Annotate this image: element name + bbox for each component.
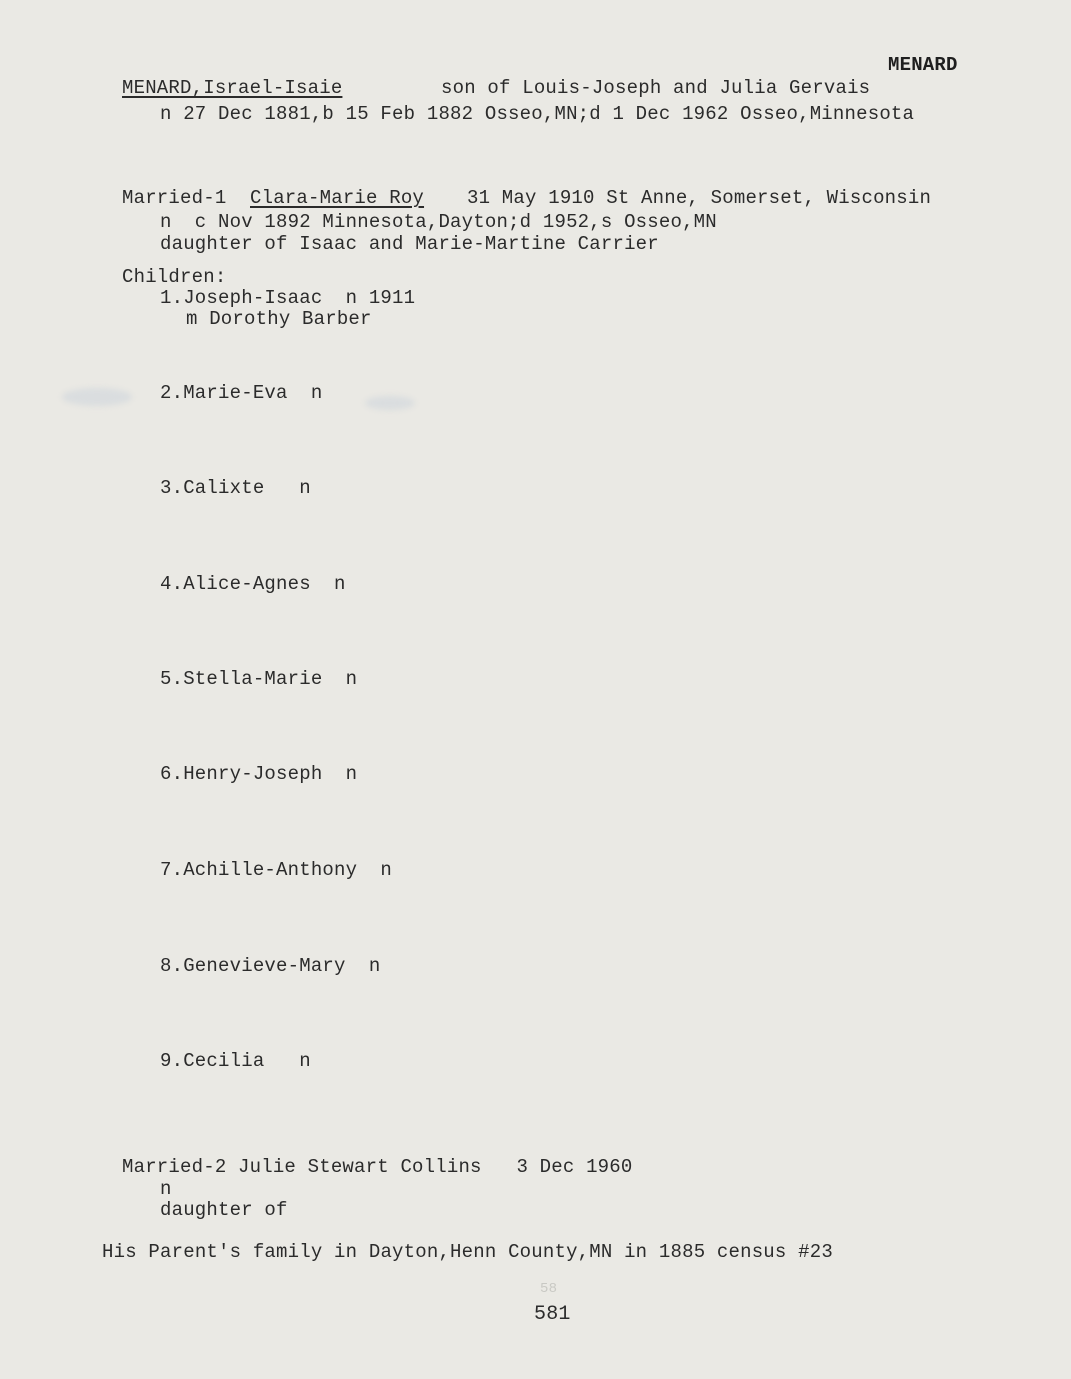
subject-vitals: n 27 Dec 1881,b 15 Feb 1882 Osseo,MN;d 1 Dec 1962 Osseo,Minnesota [160, 103, 915, 125]
page-number: 581 [534, 1303, 571, 1326]
child-entry: 8.Genevieve-Mary n [160, 955, 381, 977]
marriage1-details: 31 May 1910 St Anne, Somerset, Wisconsin [467, 187, 932, 209]
marriage1-prefix: Married-1 [122, 187, 227, 209]
subject-name: MENARD,Israel-Isaie [122, 77, 343, 99]
marriage1-parents: daughter of Isaac and Marie-Martine Carrier [160, 233, 659, 255]
child-spouse: m Dorothy Barber [186, 308, 372, 330]
marriage1-spouse: Clara-Marie Roy [250, 187, 425, 209]
child-entry: 1.Joseph-Isaac n 1911 [160, 287, 416, 309]
subject-parents: son of Louis-Joseph and Julia Gervais [441, 77, 871, 99]
surname-header: MENARD [888, 54, 958, 76]
census-note: His Parent's family in Dayton,Henn County,MN in 1885 census #23 [102, 1241, 833, 1263]
faint-page-mark: 58 [540, 1281, 558, 1297]
marriage2-parents: daughter of [160, 1199, 288, 1221]
paper-smudge [365, 396, 415, 410]
marriage2-line: Married-2 Julie Stewart Collins 3 Dec 1960 [122, 1156, 633, 1178]
marriage1-vitals: n c Nov 1892 Minnesota,Dayton;d 1952,s Osseo,MN [160, 211, 717, 233]
paper-smudge [62, 388, 132, 406]
child-entry: 3.Calixte n [160, 477, 311, 499]
child-entry: 2.Marie-Eva n [160, 382, 323, 404]
child-entry: 5.Stella-Marie n [160, 668, 358, 690]
children-label: Children: [122, 266, 227, 288]
child-entry: 9.Cecilia n [160, 1050, 311, 1072]
child-entry: 7.Achille-Anthony n [160, 859, 393, 881]
child-entry: 6.Henry-Joseph n [160, 763, 358, 785]
marriage2-vitals: n [160, 1178, 172, 1200]
child-entry: 4.Alice-Agnes n [160, 573, 346, 595]
